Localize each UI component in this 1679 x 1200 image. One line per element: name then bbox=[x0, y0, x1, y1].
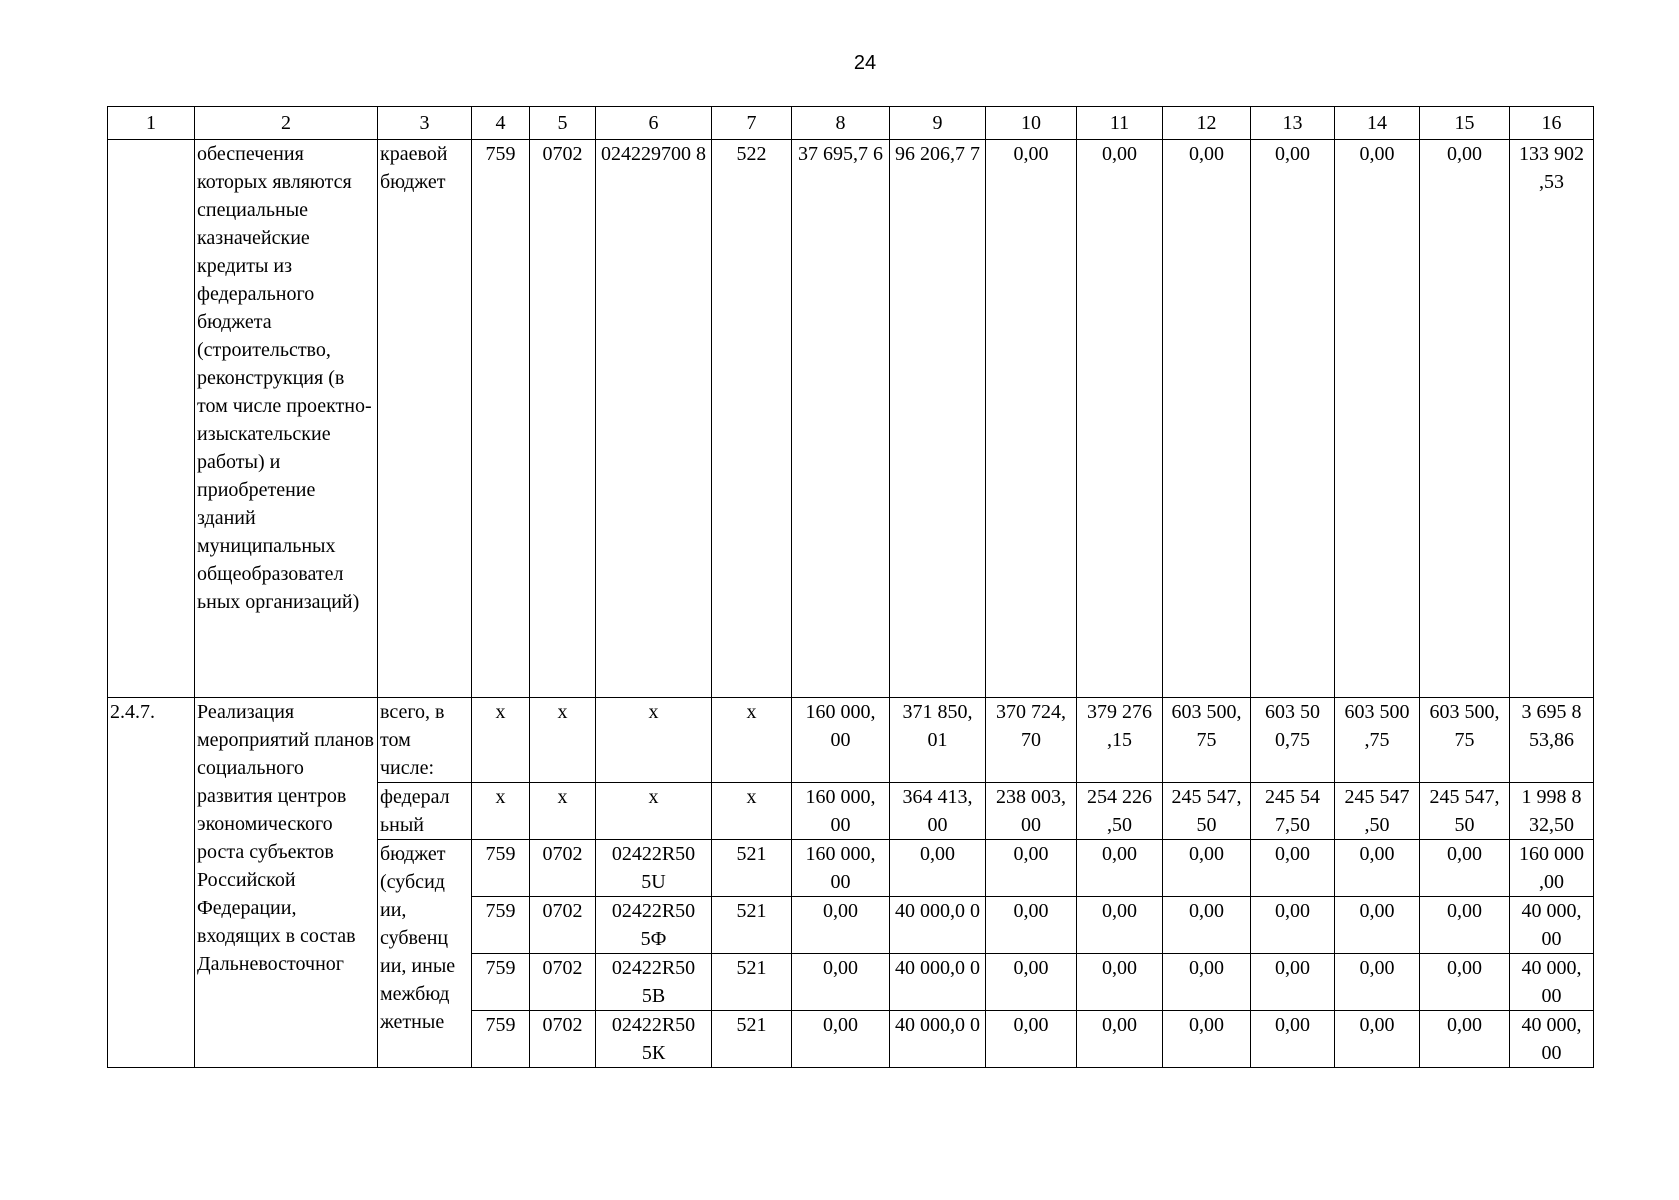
cell-c11: 0,00 bbox=[1077, 840, 1163, 897]
source-cell: всего, в том числе: bbox=[378, 698, 472, 783]
header-cell: 9 bbox=[890, 107, 986, 140]
source-cell: бюджет (субсид ии, субвенц ии, иные межбюд жетные bbox=[378, 840, 472, 1068]
cell-c8: 160 000, 00 bbox=[792, 783, 890, 840]
cell-c10: 0,00 bbox=[986, 140, 1077, 698]
cell-c6: 02422R50 5В bbox=[596, 954, 712, 1011]
cell-c10: 370 724, 70 bbox=[986, 698, 1077, 783]
cell-c6: 02422R50 5К bbox=[596, 1011, 712, 1068]
cell-c5: 0702 bbox=[530, 1011, 596, 1068]
cell-c6: 024229700 8 bbox=[596, 140, 712, 698]
cell-c9: 371 850, 01 bbox=[890, 698, 986, 783]
cell-c12: 0,00 bbox=[1163, 840, 1251, 897]
cell-c11: 254 226 ,50 bbox=[1077, 783, 1163, 840]
cell-c11: 379 276 ,15 bbox=[1077, 698, 1163, 783]
cell-c9: 0,00 bbox=[890, 840, 986, 897]
cell-c13: 0,00 bbox=[1251, 1011, 1335, 1068]
cell-c12: 0,00 bbox=[1163, 140, 1251, 698]
table-header-row bbox=[108, 107, 1594, 140]
header-cell: 14 bbox=[1335, 107, 1420, 140]
cell-c10: 0,00 bbox=[986, 1011, 1077, 1068]
cell-c10: 0,00 bbox=[986, 840, 1077, 897]
cell-c7: 521 bbox=[712, 954, 792, 1011]
cell-c12: 0,00 bbox=[1163, 954, 1251, 1011]
cell-c13: 0,00 bbox=[1251, 954, 1335, 1011]
cell-c6: 02422R50 5Ф bbox=[596, 897, 712, 954]
cell-c14: 0,00 bbox=[1335, 140, 1420, 698]
item-number-cell bbox=[108, 140, 195, 698]
budget-table bbox=[107, 106, 1594, 1068]
header-cell: 16 bbox=[1510, 107, 1594, 140]
cell-c14: 0,00 bbox=[1335, 1011, 1420, 1068]
cell-c8: 0,00 bbox=[792, 1011, 890, 1068]
description-cell: обеспечения которых являются специальные казначейские кредиты из федерального бюджета (строительство, реконструкция (в том числе проектно-изыскательские работы) и приобретение зданий муниципальных общеобразовател ьных организаций) bbox=[195, 140, 378, 698]
cell-c8: 0,00 bbox=[792, 954, 890, 1011]
cell-c14: 603 500 ,75 bbox=[1335, 698, 1420, 783]
cell-c16: 40 000, 00 bbox=[1510, 897, 1594, 954]
cell-c12: 0,00 bbox=[1163, 897, 1251, 954]
cell-c8: 160 000, 00 bbox=[792, 840, 890, 897]
header-cell: 10 bbox=[986, 107, 1077, 140]
cell-c4: 759 bbox=[472, 897, 530, 954]
cell-c7: 521 bbox=[712, 897, 792, 954]
header-cell: 3 bbox=[378, 107, 472, 140]
header-cell: 15 bbox=[1420, 107, 1510, 140]
table-row bbox=[108, 698, 1594, 783]
page-number: 24 bbox=[853, 52, 877, 74]
cell-c14: 245 547 ,50 bbox=[1335, 783, 1420, 840]
cell-c4: 759 bbox=[472, 954, 530, 1011]
cell-c5: 0702 bbox=[530, 840, 596, 897]
cell-c15: 603 500, 75 bbox=[1420, 698, 1510, 783]
cell-c11: 0,00 bbox=[1077, 1011, 1163, 1068]
cell-c13: 245 54 7,50 bbox=[1251, 783, 1335, 840]
cell-c4: 759 bbox=[472, 140, 530, 698]
cell-c4: х bbox=[472, 783, 530, 840]
cell-c5: х bbox=[530, 698, 596, 783]
cell-c11: 0,00 bbox=[1077, 897, 1163, 954]
cell-c12: 0,00 bbox=[1163, 1011, 1251, 1068]
cell-c8: 37 695,7 6 bbox=[792, 140, 890, 698]
cell-c14: 0,00 bbox=[1335, 897, 1420, 954]
cell-c13: 0,00 bbox=[1251, 140, 1335, 698]
cell-c12: 245 547, 50 bbox=[1163, 783, 1251, 840]
cell-c13: 0,00 bbox=[1251, 840, 1335, 897]
cell-c16: 40 000, 00 bbox=[1510, 954, 1594, 1011]
cell-c13: 0,00 bbox=[1251, 897, 1335, 954]
cell-c9: 40 000,0 0 bbox=[890, 954, 986, 1011]
cell-c8: 160 000, 00 bbox=[792, 698, 890, 783]
cell-c4: 759 bbox=[472, 1011, 530, 1068]
cell-c15: 0,00 bbox=[1420, 140, 1510, 698]
cell-c15: 0,00 bbox=[1420, 954, 1510, 1011]
header-cell: 11 bbox=[1077, 107, 1163, 140]
cell-c13: 603 50 0,75 bbox=[1251, 698, 1335, 783]
cell-c16: 3 695 8 53,86 bbox=[1510, 698, 1594, 783]
source-cell: федерал ьный bbox=[378, 783, 472, 840]
cell-c16: 160 000 ,00 bbox=[1510, 840, 1594, 897]
cell-c5: х bbox=[530, 783, 596, 840]
header-cell: 8 bbox=[792, 107, 890, 140]
cell-c7: 522 bbox=[712, 140, 792, 698]
cell-c7: х bbox=[712, 783, 792, 840]
cell-c10: 0,00 bbox=[986, 954, 1077, 1011]
cell-c9: 40 000,0 0 bbox=[890, 897, 986, 954]
cell-c15: 0,00 bbox=[1420, 840, 1510, 897]
cell-c9: 40 000,0 0 bbox=[890, 1011, 986, 1068]
cell-c14: 0,00 bbox=[1335, 954, 1420, 1011]
cell-c16: 40 000, 00 bbox=[1510, 1011, 1594, 1068]
cell-c4: 759 bbox=[472, 840, 530, 897]
source-cell: краевой бюджет bbox=[378, 140, 472, 698]
cell-c11: 0,00 bbox=[1077, 140, 1163, 698]
header-cell: 2 bbox=[195, 107, 378, 140]
cell-c7: 521 bbox=[712, 840, 792, 897]
item-number-cell: 2.4.7. bbox=[108, 698, 195, 1068]
cell-c9: 96 206,7 7 bbox=[890, 140, 986, 698]
cell-c10: 238 003, 00 bbox=[986, 783, 1077, 840]
header-cell: 4 bbox=[472, 107, 530, 140]
cell-c9: 364 413, 00 bbox=[890, 783, 986, 840]
cell-c7: 521 bbox=[712, 1011, 792, 1068]
cell-c12: 603 500, 75 bbox=[1163, 698, 1251, 783]
header-cell: 7 bbox=[712, 107, 792, 140]
cell-c7: х bbox=[712, 698, 792, 783]
cell-c16: 133 902 ,53 bbox=[1510, 140, 1594, 698]
header-cell: 12 bbox=[1163, 107, 1251, 140]
cell-c11: 0,00 bbox=[1077, 954, 1163, 1011]
description-cell: Реализация мероприятий планов социального развития центров экономического роста субъектов Российской Федерации, входящих в состав Дальневосточног bbox=[195, 698, 378, 1068]
cell-c4: х bbox=[472, 698, 530, 783]
cell-c5: 0702 bbox=[530, 954, 596, 1011]
cell-c5: 0702 bbox=[530, 897, 596, 954]
header-cell: 13 bbox=[1251, 107, 1335, 140]
cell-c6: х bbox=[596, 783, 712, 840]
table-row bbox=[108, 140, 1594, 698]
cell-c14: 0,00 bbox=[1335, 840, 1420, 897]
cell-c8: 0,00 bbox=[792, 897, 890, 954]
header-cell: 1 bbox=[108, 107, 195, 140]
header-cell: 5 bbox=[530, 107, 596, 140]
cell-c16: 1 998 8 32,50 bbox=[1510, 783, 1594, 840]
cell-c6: 02422R50 5U bbox=[596, 840, 712, 897]
cell-c15: 245 547, 50 bbox=[1420, 783, 1510, 840]
cell-c6: х bbox=[596, 698, 712, 783]
cell-c5: 0702 bbox=[530, 140, 596, 698]
cell-c10: 0,00 bbox=[986, 897, 1077, 954]
header-cell: 6 bbox=[596, 107, 712, 140]
cell-c15: 0,00 bbox=[1420, 1011, 1510, 1068]
cell-c15: 0,00 bbox=[1420, 897, 1510, 954]
